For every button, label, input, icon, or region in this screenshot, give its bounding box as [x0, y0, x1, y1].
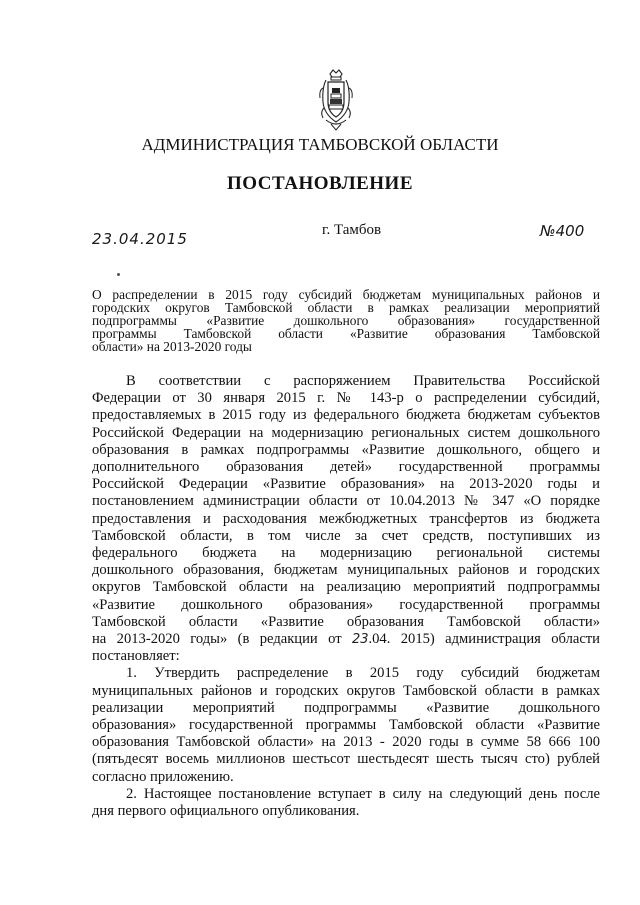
- document-type: ПОСТАНОВЛЕНИЕ: [226, 173, 414, 194]
- body-line: округов Тамбовской области на реализацию мероприятий подпрограммы: [92, 579, 600, 596]
- body-line: Тамбовской области «Развитие образования Тамбовской области»: [92, 613, 600, 630]
- document-body: [92, 373, 600, 820]
- body-line: образования в рамках подпрограммы «Развитие дошкольного, общего и: [92, 441, 600, 458]
- tambov-coat-of-arms-icon: [318, 68, 354, 132]
- handwritten-day: 23: [351, 632, 369, 648]
- body-line: федерального бюджета на модернизацию региональной системы: [92, 545, 600, 562]
- body-line: реализации мероприятий подпрограммы «Развитие дошкольного: [92, 699, 600, 716]
- document-subject: [92, 288, 600, 353]
- body-line: муниципальных районов и городских округов Тамбовской области в рамках: [92, 682, 600, 699]
- body-line: согласно приложению.: [92, 768, 234, 785]
- body-line: дошкольного образования, бюджетам муниципальных районов и городских: [92, 562, 600, 579]
- body-line: постановлением администрации области от 10.04.2013 № 347 «О порядке: [92, 493, 600, 510]
- document-number: №400: [540, 222, 585, 240]
- subject-line: программы Тамбовской области «Развитие образования Тамбовской: [92, 326, 600, 341]
- body-line: 1. Утвердить распределение в 2015 году субсидий бюджетам: [126, 665, 600, 682]
- document-city: г. Тамбов: [322, 222, 382, 238]
- subject-line: подпрограммы «Развитие дошкольного образования» государственной: [92, 313, 600, 328]
- amendment-text-b: .04. 2015) администрация области: [368, 631, 600, 648]
- body-line: 2. Настоящее постановление вступает в силу на следующий день после: [126, 785, 600, 802]
- body-line: дня первого официального опубликования.: [92, 803, 360, 820]
- subject-line: области» на 2013-2020 годы: [92, 339, 252, 354]
- body-line: В соответствии с распоряжением Правительства Российской: [126, 373, 600, 389]
- body-line: предоставления и расходования межбюджетных трансфертов из бюджета: [92, 510, 600, 527]
- stray-mark: [117, 273, 120, 276]
- body-line: дополнительного образования детей» государственной программы: [92, 459, 600, 476]
- organization-title: АДМИНИСТРАЦИЯ ТАМБОВСКОЙ ОБЛАСТИ: [141, 135, 499, 154]
- amendment-text-a: на 2013-2020 годы» (в редакции от: [92, 631, 352, 648]
- document-date: 23.04.2015: [92, 230, 188, 248]
- body-line: Тамбовской области, в том числе за счет средств, поступивших из: [92, 527, 600, 544]
- body-line: Российской Федерации на модернизацию региональных систем дошкольного: [92, 424, 600, 441]
- body-line: Федерации от 30 января 2015 г. № 143-р о распределении субсидий,: [92, 390, 600, 407]
- body-line: «Развитие дошкольного образования» государственной программы: [92, 596, 600, 613]
- body-line: Российской Федерации «Развитие образования» на 2013-2020 годы и: [92, 476, 600, 493]
- body-line: предоставляемых в 2015 году из федерального бюджета бюджетам субъектов: [92, 407, 600, 424]
- body-line: образования Тамбовской области» на 2013 - 2020 годы в сумме 58 666 100: [92, 734, 600, 751]
- body-line: (пятьдесят восемь миллионов шестьсот шестьдесят шесть тысяч сто) рублей: [92, 751, 600, 768]
- subject-line: О распределении в 2015 году субсидий бюджетам муниципальных районов и: [92, 287, 600, 302]
- subject-line: городских округов Тамбовской области в рамках реализации мероприятий: [92, 300, 600, 315]
- body-line: образования» государственной программы Тамбовской области «Развитие: [92, 717, 600, 734]
- body-line: постановляет:: [92, 648, 180, 665]
- body-line-amendment: [92, 631, 600, 648]
